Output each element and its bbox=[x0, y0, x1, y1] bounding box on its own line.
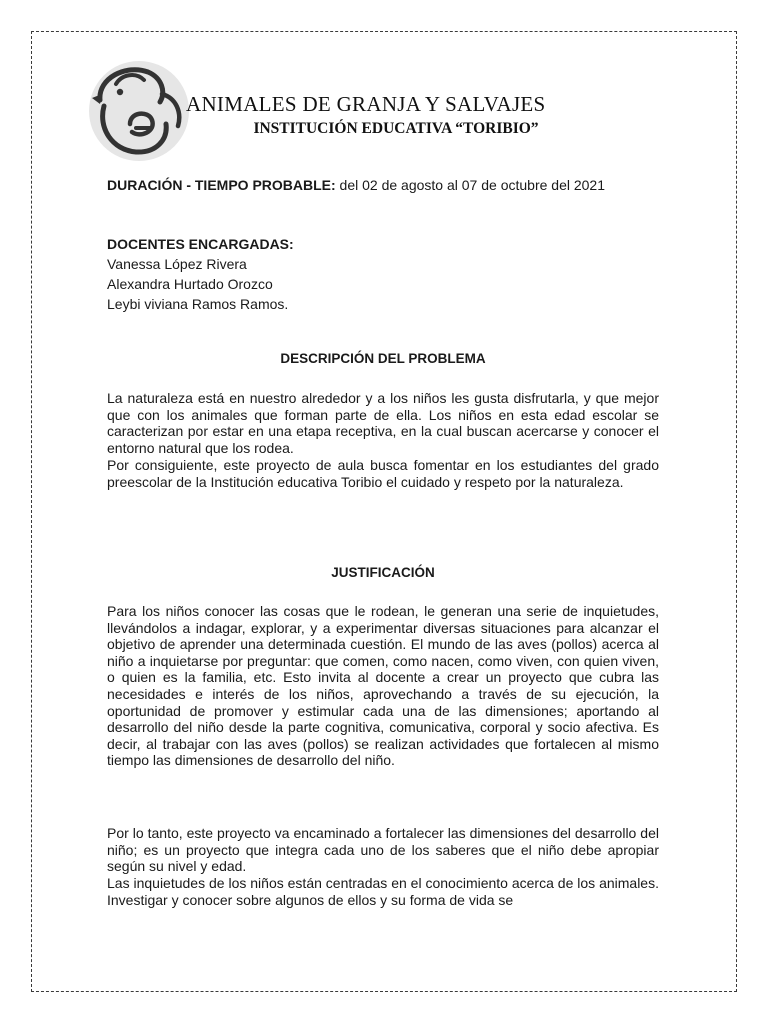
duration-value: del 02 de agosto al 07 de octubre del 2021 bbox=[335, 177, 605, 193]
teacher-name: Vanessa López Rivera bbox=[107, 256, 247, 272]
problem-heading: DESCRIPCIÓN DEL PROBLEMA bbox=[280, 351, 486, 366]
document-title: ANIMALES DE GRANJA Y SALVAJES bbox=[186, 92, 546, 116]
justification-paragraph: Las inquietudes de los niños están centradas en el conocimiento acerca de los animales. Investigar y conocer sobre algunos de ellos y su forma de vida se bbox=[107, 875, 659, 908]
duration-label: DURACIÓN - TIEMPO PROBABLE: bbox=[107, 177, 336, 193]
duration-line bbox=[107, 177, 605, 193]
problem-paragraph: Por consiguiente, este proyecto de aula busca fomentar en los estudiantes del grado preescolar de la Institución educativa Toribio el cuidado y respeto por la naturaleza. bbox=[107, 457, 659, 490]
teacher-name: Leybi viviana Ramos Ramos. bbox=[107, 296, 289, 312]
justification-heading: JUSTIFICACIÓN bbox=[331, 565, 435, 580]
justification-paragraph: Para los niños conocer las cosas que le rodean, le generan una serie de inquietudes, llevándolos a indagar, explorar, y a experimentar diversas situaciones para alcanzar el objetivo de aprender una determinada cuestión. El mundo de las aves (pollos) acerca al niño a inquietarse por preguntar: que comen, como nacen, como viven, con quien viven, o quien es la familia, etc. Esto invita al docente a crear un proyecto que cubra las necesidades e interés de los niños, aprovechando a través de su ejecución, la oportunidad de promover y estimular cada una de las dimensiones; aportando al desarrollo del niño desde la parte cognitiva, comunicativa, corporal y socio afectiva. Es decir, al trabajar con las aves (pollos) se realizan actividades que fortalecen al mismo tiempo las dimensiones de desarrollo del niño. bbox=[107, 603, 659, 769]
hen-logo-icon bbox=[86, 58, 192, 164]
justification-paragraph: Por lo tanto, este proyecto va encaminado a fortalecer las dimensiones del desarrollo del niño; es un proyecto que integra cada uno de los saberes que el niño debe apropiar según su nivel y edad. bbox=[107, 825, 659, 875]
problem-paragraph: La naturaleza está en nuestro alrededor y a los niños les gusta disfrutarla, y que mejor que con los animales que forman parte de ella. Los niños en esta edad escolar se caracterizan por estar en una etapa receptiva, en la cual buscan acercarse y conocer el entorno natural que los rodea. bbox=[107, 390, 659, 456]
institution-subtitle: INSTITUCIÓN EDUCATIVA “TORIBIO” bbox=[253, 120, 539, 137]
teachers-label: DOCENTES ENCARGADAS: bbox=[107, 236, 294, 252]
teacher-name: Alexandra Hurtado Orozco bbox=[107, 276, 273, 292]
